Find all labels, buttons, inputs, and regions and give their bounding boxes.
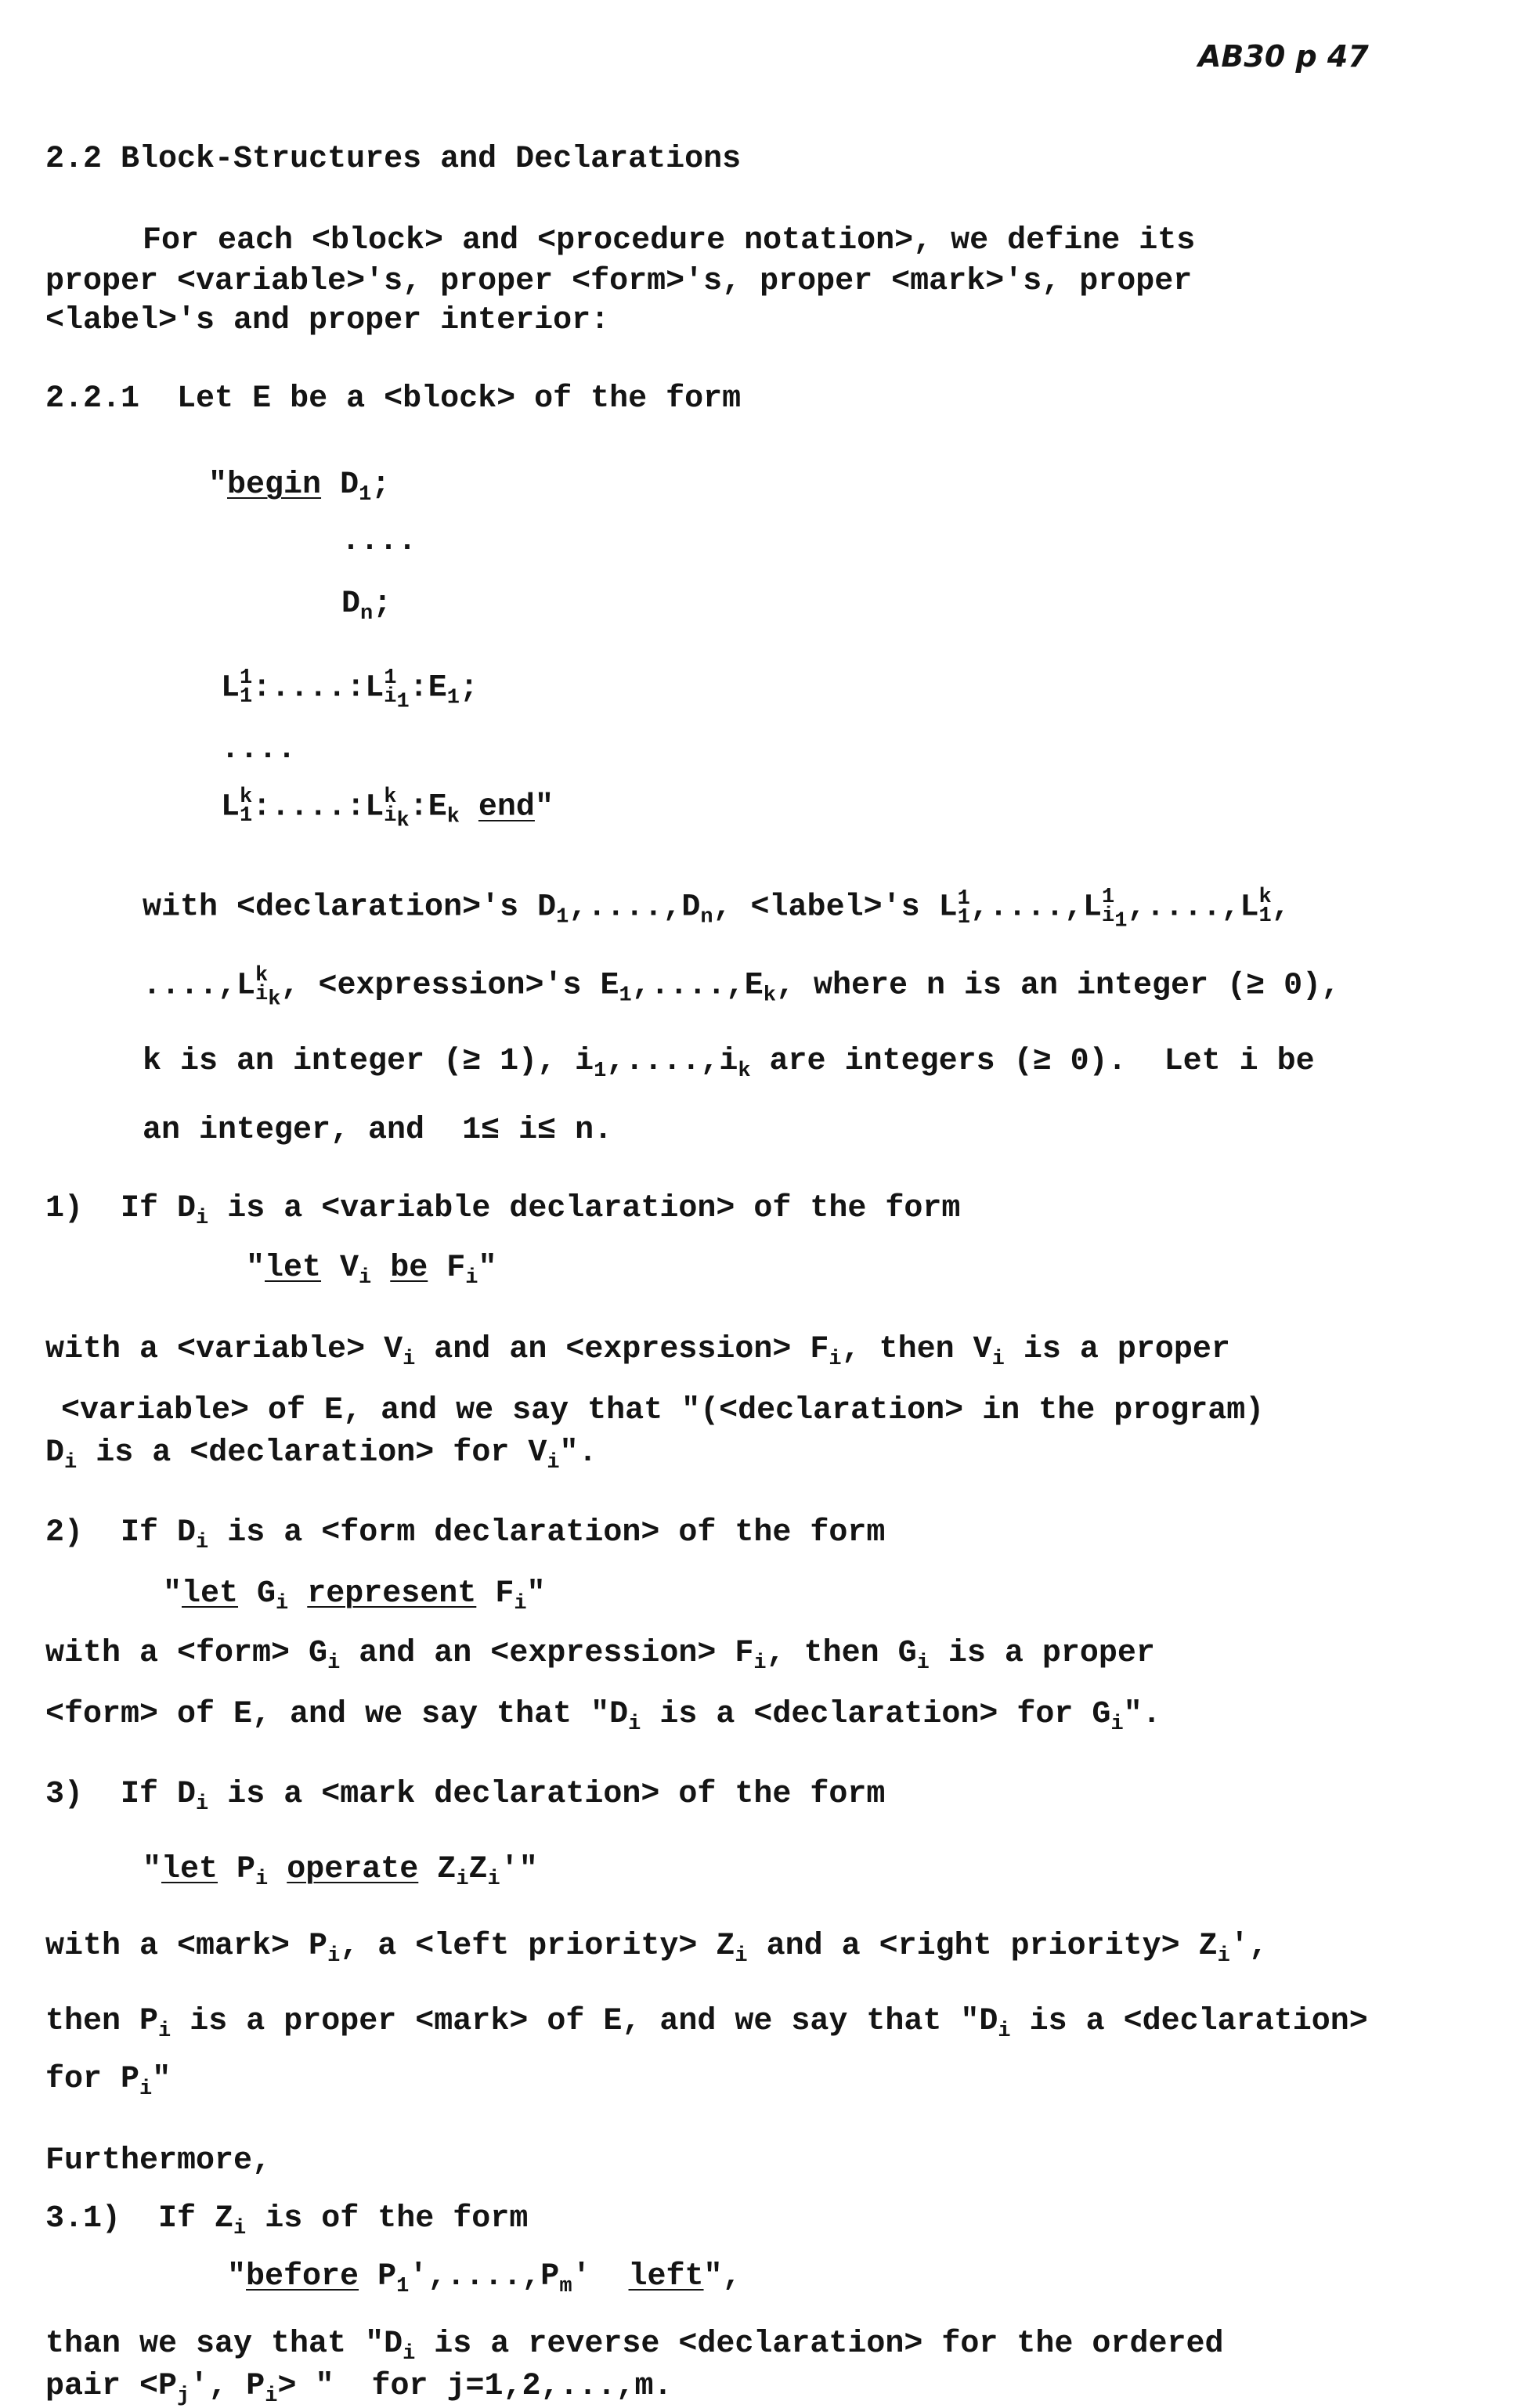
item-3-condition: 3) If $D_i$ is a <mark declaration> of the form [45, 1777, 886, 1816]
item-2-condition: 2) If $D_i$ is a <form declaration> of the form [45, 1515, 886, 1554]
item-1-number: 1) [45, 1191, 84, 1226]
with-line-2: ....,L k $i_k$ , <expression>'s $E_1,....,E_k$, where n is an integer (≥ 0), [143, 964, 1341, 1012]
item-3-1-number: 3.1) [45, 2201, 121, 2237]
item-3-number: 3) [45, 1777, 84, 1812]
form-label-line-1: L 1 1 :....:L 1 $i_1$ $:E_1$; [221, 666, 478, 714]
intro-line-1: For each <block> and <procedure notation>, we define its [143, 223, 1196, 258]
subsection-number: 2.2.1 [45, 381, 140, 417]
item-3-1-line-3: than we say that "$D_i$ is a reverse <declaration> for the ordered [45, 2327, 1224, 2366]
form-label-line-k: L k 1 :....:L k $i_k$ $:E_k$ end" [221, 785, 554, 833]
intro-line-3: <label>'s and proper interior: [45, 303, 610, 338]
form-ellipsis-1: .... [341, 524, 417, 559]
form-begin-line: "begin $D_1$; [208, 468, 391, 507]
begin-keyword: begin [227, 468, 322, 503]
item-1-line-5: $D_i$ is a <declaration> for $V_i$". [45, 1435, 598, 1475]
with-line-4: an integer, and 1≤ i≤ n. [143, 1113, 613, 1148]
furthermore-text: Furthermore, [45, 2143, 272, 2179]
item-3-1-line-4: pair $<P_j'$, $P_i>$ " for j=1,2,...,m. [45, 2369, 673, 2408]
item-1-line-3: with a <variable> $V_i$ and an <expression> $F_i$, then $V_i$ is a proper [45, 1332, 1230, 1371]
subsection-2-2-1 [45, 381, 741, 418]
item-1-form: "let $V_i$ be $F_i$" [246, 1251, 497, 1290]
item-3-line-4: then $P_i$ is a proper <mark> of E, and we say that "$D_i$ is a <declaration> [45, 2004, 1368, 2043]
with-line-1: with <declaration>'s $D_1,....,D_n$, <label>'s $L^1_1,....,L$ 1 $i_1$ ,....,L k 1 , [143, 886, 1291, 933]
end-keyword: end [478, 789, 535, 825]
item-2-form: "let $G_i$ represent $F_i$" [163, 1576, 546, 1616]
section-title: Block-Structures and Declarations [121, 142, 742, 177]
section-heading [45, 141, 741, 179]
intro-line-2: proper <variable>'s, proper <form>'s, proper <mark>'s, proper [45, 264, 1193, 299]
item-2-line-4: <form> of E, and we say that "$D_i$ is a <declaration> for $G_i$". [45, 1697, 1161, 1736]
item-2-line-3: with a <form> $G_i$ and an <expression> $F_i$, then $G_i$ is a proper [45, 1636, 1155, 1675]
item-1-line-4: <variable> of E, and we say that "(<declaration> in the program) [61, 1393, 1265, 1428]
page-label: AB30 p 47 [1198, 39, 1369, 74]
form-dn-line: $D_n$; [341, 587, 392, 626]
item-3-line-5: for $P_i$" [45, 2062, 171, 2101]
item-2-number: 2) [45, 1515, 84, 1551]
form-ellipsis-2: .... [221, 732, 297, 767]
item-3-form: "let $P_i$ operate $Z_iZ_i'$" [143, 1852, 538, 1891]
item-3-1-condition: 3.1) If $Z_i$ is of the form [45, 2201, 529, 2240]
subsection-text: Let E be a <block> of the form [177, 381, 742, 417]
item-3-line-3: with a <mark> $P_i$, a <left priority> $Z_i$ and a <right priority> $Z_i'$, [45, 1929, 1268, 1968]
item-1-condition: 1) If $D_i$ is a <variable declaration> of the form [45, 1191, 961, 1230]
item-3-1-form: "before $P_1',....,P_m'$ left", [227, 2259, 742, 2298]
with-line-3: k is an integer (≥ 1), $i_1,....,i_k$ are integers (≥ 0). Let i be [143, 1044, 1315, 1083]
section-number: 2.2 [45, 142, 103, 177]
